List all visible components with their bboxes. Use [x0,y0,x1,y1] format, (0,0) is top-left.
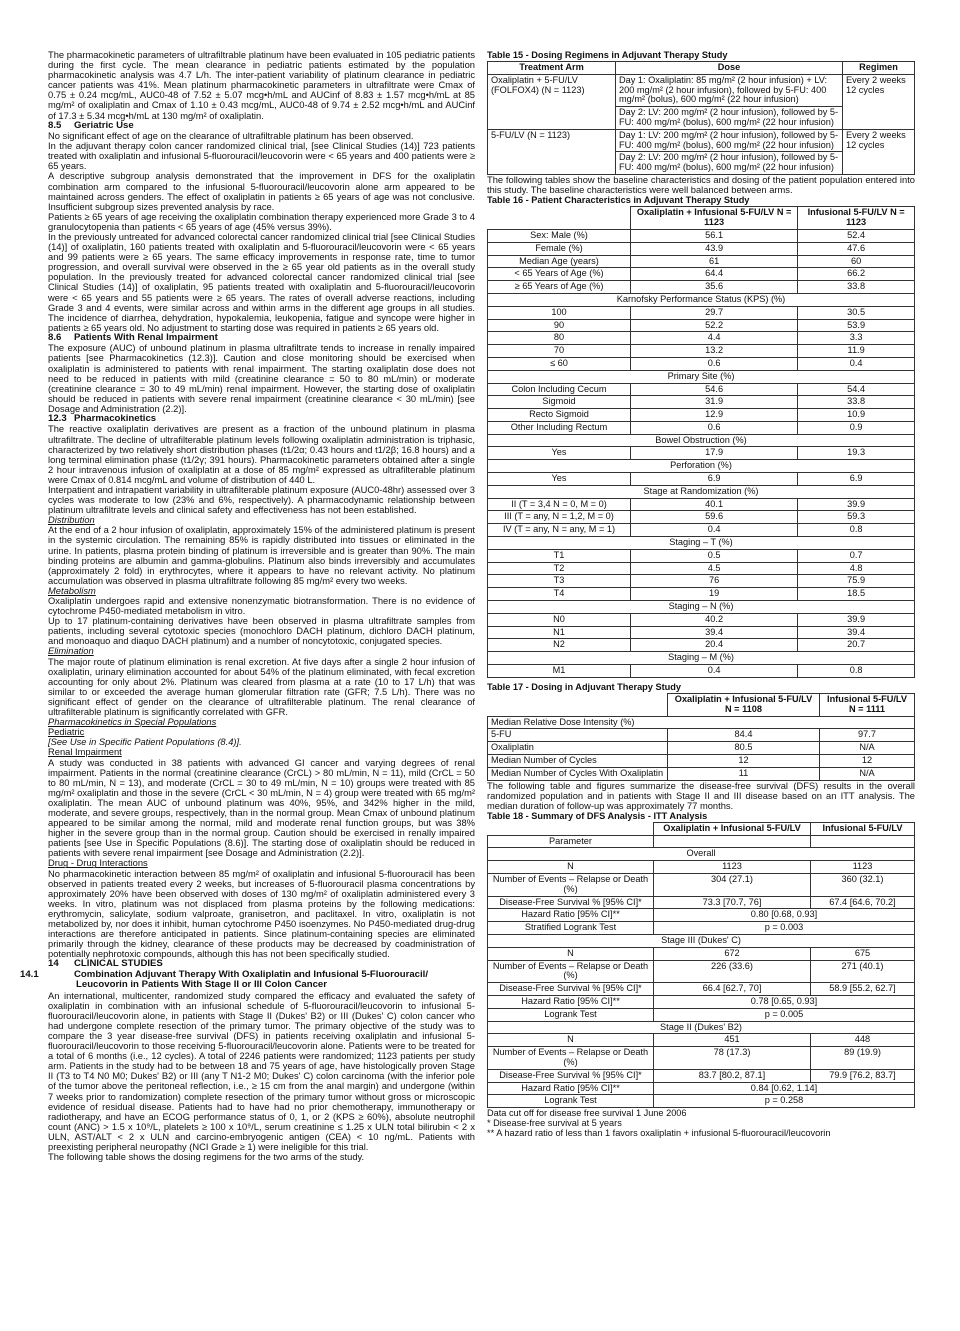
table-row [488,229,915,242]
table-cell: p = 0.003 [654,922,915,935]
table-cell: 39.9 [798,613,915,626]
table-row [488,434,915,447]
table-row [488,281,915,294]
table-row [488,511,915,524]
column-header: Oxaliplatin + Infusional 5-FU/LV N = 1123 [631,207,798,230]
table-cell: 61 [631,255,798,268]
table-cell: 80.5 [668,742,820,755]
table-18 [487,822,915,1108]
table-row [488,588,915,601]
table-cell: 43.9 [631,242,798,255]
section-14-1-heading: 14.1 Combination Adjuvant Therapy With Oxaliplatin and Infusional 5-Fluorouracil/ Leucovorin in Patients With Stage II or III Colon Cancer [20,968,429,991]
table-row [488,1095,915,1108]
row-label: Yes [488,473,631,486]
table-cell: 0.84 [0.62, 1.14] [654,1082,915,1095]
table-cell: 52.2 [631,319,798,332]
paragraph: No pharmacokinetic interaction between 85 mg/m² of oxaliplatin and infusional 5-fluorouracil has been observed in patients treated every 2 weeks, but increases of 5-fluorouracil plasma concentrations by approximately 20% have been observed with doses of 130 mg/m² of oxaliplatin administered every 3 weeks. In vitro, platinum was not displaced from plasma proteins by the following medications: erythromycin, salicylate, sodium valproate, granisetron, and paclitaxel. In vitro, oxaliplatin is not metabolized by, nor does it inhibit, human cytochrome P450 isoenzymes. No P450-mediated drug-drug interactions are therefore anticipated in patients. Since platinum-containing species are eliminated primarily through the kidney, clearance of these products may be decreased by coadministration of potentially nephrotoxic compounds, although this has not been specifically studied. [48,868,475,960]
paragraph: The following table shows the dosing regimens for the two arms of the study. [48,1152,365,1163]
special-populations-subheading: Pharmacokinetics in Special Populations [48,717,217,728]
table-row [488,1021,915,1034]
paragraph: The following table and figures summarize the disease-free survival (DFS) results in the overall randomized population and in patients with Stage II and III disease based on an ITT analysis. The median duration of follow-up was approximately 77 months. [487,780,915,811]
table-row [488,421,915,434]
table-row [488,268,915,281]
table-cell: p = 0.258 [654,1095,915,1108]
table-17 [487,693,915,781]
table-row [488,255,915,268]
row-label: III (T = any, N = 1,2, M = 0) [488,511,631,524]
table-row [488,345,915,358]
table-cell: Day 2: LV: 200 mg/m² (2 hour infusion), followed by 5-FU: 400 mg/m² (bolus), 600 mg/m² (22 hour infusion) [616,107,843,130]
row-label: N [488,947,654,960]
column-header: Treatment Arm [488,62,616,75]
table-row [488,575,915,588]
table-cell: 31.9 [631,396,798,409]
table-cell: 0.8 [798,524,915,537]
table-row [488,370,915,383]
table-cell: 0.80 [0.68, 0.93] [654,909,915,922]
table-17-caption: Table 17 - Dosing in Adjuvant Therapy Study [487,681,681,692]
row-label: Disease-Free Survival % [95% CI]* [488,896,654,909]
group-header: Median Relative Dose Intensity (%) [488,716,915,729]
row-label: N0 [488,613,631,626]
column-header: Infusional 5-FU/LV N = 1123 [798,207,915,230]
table-18-body [488,848,915,1108]
table-cell: 0.5 [631,549,798,562]
row-label: T1 [488,549,631,562]
row-label: 90 [488,319,631,332]
right-column [487,50,915,1138]
table-cell: 1123 [811,861,915,874]
column-header: Infusional 5-FU/LV [811,822,915,835]
table-cell: 84.4 [668,729,820,742]
table-cell: 19 [631,588,798,601]
table-cell: N/A [820,742,915,755]
table-cell: 64.4 [631,268,798,281]
empty-header [488,207,631,230]
table-cell: 60 [798,255,915,268]
paragraph: At the end of a 2 hour infusion of oxaliplatin, approximately 15% of the administered platinum is present in the systemic circulation. The remaining 85% is rapidly distributed into tissues or eliminated in the urine. In patients, plasma protein binding of platinum is irreversible and is greater than 90%. The main binding proteins are albumin and gamma-globulins. Platinum also binds irreversibly and accumulates (approximately 2 fold) in erythrocytes, where it appears to have no relevant activity. No platinum accumulation was observed in plasma ultrafiltrate following 85 mg/m² every two weeks. [48,525,475,586]
table-row [488,996,915,1009]
paragraph: No significant effect of age on the clearance of ultrafiltrable platinum has been observed. [48,131,414,142]
table-row [488,357,915,370]
table-row [488,562,915,575]
table-row [488,983,915,996]
group-header: Stage at Randomization (%) [488,485,915,498]
table-row [488,935,915,948]
row-label: Disease-Free Survival % [95% CI]* [488,1069,654,1082]
paragraph: The exposure (AUC) of unbound platinum in plasma ultrafiltrate tends to increase in renally impaired patients [see Pharmacokinetics (12.3)]. Caution and close monitoring should be exercised when oxaliplatin is administered to patients with renal impairment. The starting oxaliplatin dose does not need to be reduced in patients with mild (creatinine clearance = 50 to 80 mL/min) or moderate (creatinine clearance = 30 to 49 mL/min) renal impairment. However, the starting dose of oxaliplatin should be reduced in patients with severe renal impairment (creatinine clearance < 30 mL/min) [see Dosage and Administration (2.2)]. [48,343,475,414]
table-row [488,639,915,652]
table-row [488,1008,915,1021]
table-cell: Every 2 weeks 12 cycles [843,129,915,174]
table-cell: N/A [820,767,915,780]
row-label: T2 [488,562,631,575]
pediatric-subheading: Pediatric [48,727,85,738]
table-cell: 0.8 [798,665,915,678]
table-cell: 58.9 [55.2, 62.7] [811,983,915,996]
section-8-6-heading: 8.6 Patients With Renal Impairment [48,331,218,343]
table-cell: 59.3 [798,511,915,524]
table-row [488,716,915,729]
table-row [488,848,915,861]
table-cell: 271 (40.1) [811,960,915,983]
table-cell: 6.9 [798,473,915,486]
table-cell: 79.9 [76.2, 83.7] [811,1069,915,1082]
table-row [488,485,915,498]
table-cell: 10.9 [798,409,915,422]
table-16-body [488,229,915,677]
table-cell: Every 2 weeks 12 cycles [843,74,915,129]
table-row [488,922,915,935]
table-cell: Day 2: LV: 200 mg/m² (2 hour infusion), followed by 5-FU: 400 mg/m² (bolus), 600 mg/m² (22 hour infusion) [616,152,843,175]
row-label: N [488,861,654,874]
row-label: 70 [488,345,631,358]
table-cell: 54.6 [631,383,798,396]
row-label: N2 [488,639,631,652]
table-cell: 11 [668,767,820,780]
row-label: ≤ 60 [488,357,631,370]
table-row [488,613,915,626]
table-cell: 0.6 [631,357,798,370]
table-cell: 448 [811,1034,915,1047]
table-cell: 675 [811,947,915,960]
table-row [488,729,915,742]
row-label: Sigmoid [488,396,631,409]
column-header: Infusional 5-FU/LV N = 1111 [820,693,915,716]
table-row [488,409,915,422]
table-row [488,396,915,409]
column-header: Oxaliplatin + Infusional 5-FU/LV [654,822,811,835]
table-cell: 59.6 [631,511,798,524]
table-cell: 54.4 [798,383,915,396]
row-label: Other Including Rectum [488,421,631,434]
empty-header [488,822,654,835]
table-row [488,447,915,460]
metabolism-subheading: Metabolism [48,585,96,596]
renal-impairment-subheading: Renal Impairment [48,747,122,758]
row-label: Oxaliplatin [488,742,668,755]
elimination-subheading: Elimination [48,646,94,657]
table-cell: 12 [668,754,820,767]
paragraph: Interpatient and intrapatient variability in ultrafilterable platinum exposure (AUC0-48hr) assessed over 3 cycles was moderate to low (23% and 6%, respectively). A pharmacodynamic relationship between platinum ultrafiltrate levels and clinical safety and effectiveness has not been established. [48,484,475,516]
column-header: Dose [616,62,843,75]
row-label: 80 [488,332,631,345]
paragraph: In the previously untreated for advanced colorectal cancer randomized clinical trial [see Clinical Studies (14)] of oxaliplatin, 160 patients treated with oxaliplatin and 5-fluorouracil/leucovorin were < 65 years and 99 patients were ≥ 65 years. The same efficacy improvements in response rate, time to tumor progression, and overall survival were observed in the ≥ 65 year old patients as in the overall study population. In the previously treated for advanced colorectal cancer randomized clinical trial [see Clinical Studies (14)] of oxaliplatin, 95 patients treated with oxaliplatin and 5-fluorouracil/leucovorin were < 65 years and 55 patients were ≥ 65 years. The rates of overall adverse reactions, including Grade 3 and 4 events, were similar across and within arms in the different age groups in all studies. The incidence of diarrhea, dehydration, hypokalemia, leukopenia, fatigue and syncope were higher in patients ≥ 65 years old. No adjustment to starting dose was required in patients ≥ 65 years old. [48,232,475,333]
group-header: Perforation (%) [488,460,915,473]
table-cell: 35.6 [631,281,798,294]
table-16-caption: Table 16 - Patient Characteristics in Adjuvant Therapy Study [487,195,750,206]
table-cell: 226 (33.6) [654,960,811,983]
table-cell: 360 (32.1) [811,874,915,897]
table-cell: p = 0.005 [654,1008,915,1021]
paragraph: [See Use in Specific Patient Populations (8.4)]. [48,737,242,748]
row-label: T3 [488,575,631,588]
table-row [488,896,915,909]
table-cell: 75.9 [798,575,915,588]
table-cell: 3.3 [798,332,915,345]
group-header: Stage II (Dukes' B2) [488,1021,915,1034]
table-row [488,524,915,537]
row-label: Number of Events – Relapse or Death (%) [488,874,654,897]
group-header: Staging – N (%) [488,601,915,614]
table-row [488,242,915,255]
table-row [488,861,915,874]
table-cell: 18.5 [798,588,915,601]
table-cell: 0.4 [798,357,915,370]
table-row [488,537,915,550]
table-row [488,293,915,306]
table-16 [487,206,915,677]
section-8-5-heading: 8.5 Geriatric Use [48,119,134,131]
table-cell: 1123 [654,861,811,874]
table-cell: 29.7 [631,306,798,319]
table-cell: 47.6 [798,242,915,255]
table-cell: 73.3 [70.7, 76] [654,896,811,909]
group-header: Bowel Obstruction (%) [488,434,915,447]
paragraph: The following tables show the baseline characteristics and dosing of the patient population entered into this study. The baseline characteristics were well balanced between arms. [487,175,915,196]
table-cell: 451 [654,1034,811,1047]
group-header: Primary Site (%) [488,370,915,383]
paragraph: An international, multicenter, randomized study compared the efficacy and evaluated the safety of oxaliplatin in combination with an infusional schedule of 5-fluorouracil/leucovorin to infusional 5-fluorouracil/leucovorin alone, in patients with Stage II (Dukes' B2) or III (Dukes' C) colon cancer who had undergone complete resection of the primary tumor. The primary objective of the study was to compare the 3 year disease-free survival (DFS) in patients receiving oxaliplatin and infusional 5-fluorouracil/leucovorin to those receiving 5-fluorouracil/leucovorin alone. Patients were to be treated for a total of 6 months (i.e., 12 cycles). A total of 2246 patients were randomized; 1123 patients per study arm. Patients in the study had to be between 18 and 75 years of age, have histologically proven Stage II (T3 to T4 N0 M0; Dukes' B2) or III (any T N1-2 M0; Dukes' C) colon carcinoma (with the inferior pole of the tumor above the peritoneal reflection, i.e., ≥ 15 cm from the anal margin) and undergone (within 7 weeks prior to randomization) complete resection of the primary tumor without gross or microscopic evidence of residual disease. Patients had to have had no prior chemotherapy, immunotherapy or radiotherapy, and have an ECOG performance status of 0, 1, or 2 (KPS ≥ 60%), absolute neutrophil count (ANC) > 1.5 x 10⁹/L, platelets ≥ 100 x 10⁹/L, serum creatinine ≤ 1.25 x ULN total bilirubin < 2 x ULN, AST/ALT < 2 x ULN and carcino-embryogenic antigen (CEA) < 10 ng/mL. Patients with preexisting peripheral neuropathy (NCI Grade ≥ 1) were ineligible for this trial. [48,990,475,1152]
table-cell: 0.4 [631,665,798,678]
table-cell: 39.4 [798,626,915,639]
table-row [488,1082,915,1095]
row-label: II (T = 3,4 N = 0, M = 0) [488,498,631,511]
row-label: Logrank Test [488,1008,654,1021]
column-header: Regimen [843,62,915,75]
table-cell: 78 (17.3) [654,1047,811,1070]
table-row [488,460,915,473]
row-label: Disease-Free Survival % [95% CI]* [488,983,654,996]
table-row [488,652,915,665]
table-cell: 19.3 [798,447,915,460]
table-cell: 0.9 [798,421,915,434]
footnote: ** A hazard ratio of less than 1 favors oxaliplatin + infusional 5-fluorouracil/leucovorin [487,1128,831,1139]
table-cell: 76 [631,575,798,588]
table-cell: Day 1: Oxaliplatin: 85 mg/m² (2 hour infusion) + LV: 200 mg/m² (2 hour infusion), followed by 5-FU: 400 mg/m² (bolus), 600 mg/m² (22 hour infusion) [616,74,843,106]
distribution-subheading: Distribution [48,515,95,526]
row-label: 5-FU [488,729,668,742]
row-label: Number of Events – Relapse or Death (%) [488,1047,654,1070]
table-row [488,1047,915,1070]
table-cell: 53.9 [798,319,915,332]
row-label: Number of Events – Relapse or Death (%) [488,960,654,983]
table-row [488,909,915,922]
table-cell: 66.4 [62.7, 70] [654,983,811,996]
row-label: N [488,1034,654,1047]
table-cell: 4.4 [631,332,798,345]
row-label: Median Number of Cycles With Oxaliplatin [488,767,668,780]
table-row [488,960,915,983]
table-cell: 40.2 [631,613,798,626]
table-cell: 83.7 [80.2, 87.1] [654,1069,811,1082]
drug-interactions-subheading: Drug - Drug Interactions [48,858,148,869]
table-cell: 4.8 [798,562,915,575]
paragraph: The major route of platinum elimination is renal excretion. At five days after a single 2 hour infusion of oxaliplatin, urinary elimination accounted for about 54% of the platinum eliminated, with fecal excretion accounting for only about 2%. Platinum was cleared from plasma at a rate (10 to 17 L/h) that was similar to or exceeded the average human glomerular filtration rate (GFR; 7.5 L/h). There was no significant effect of gender on the clearance of ultrafilterable platinum. The renal clearance of ultrafilterable platinum is significantly correlated with GFR. [48,656,475,718]
left-column [20,50,475,1163]
row-label: Recto Sigmoid [488,409,631,422]
table-row [488,306,915,319]
parameter-label: Parameter [488,835,654,848]
paragraph: Patients ≥ 65 years of age receiving the oxaliplatin combination therapy experienced more Grade 3 to 4 granulocytopenia than patients < 65 years of age (45% versus 39%). [48,211,475,232]
table-row [488,874,915,897]
row-label: Sex: Male (%) [488,229,631,242]
table-row [488,601,915,614]
table-row [488,947,915,960]
row-label: Hazard Ratio [95% CI]** [488,909,654,922]
footnote: Data cut off for disease free survival 1 June 2006 [487,1108,687,1119]
row-label: M1 [488,665,631,678]
row-label: Logrank Test [488,1095,654,1108]
row-label: Hazard Ratio [95% CI]** [488,1082,654,1095]
table-cell: 17.9 [631,447,798,460]
row-label: Median Age (years) [488,255,631,268]
row-label: 100 [488,306,631,319]
table-cell: 67.4 [64.6, 70.2] [811,896,915,909]
paragraph: Oxaliplatin undergoes rapid and extensive nonenzymatic biotransformation. There is no evidence of cytochrome P450-mediated metabolism in vitro. [48,596,475,617]
row-label: T4 [488,588,631,601]
paragraph: In the adjuvant therapy colon cancer randomized clinical trial, [see Clinical Studies (14)] 723 patients treated with oxaliplatin and infusional 5-fluorouracil/leucovorin were < 65 years and 400 patients were ≥ 65 years. [48,141,475,172]
table-cell: 20.7 [798,639,915,652]
table-cell: 89 (19.9) [811,1047,915,1070]
table-17-body [488,716,915,780]
paragraph: The reactive oxaliplatin derivatives are present as a fraction of the unbound platinum in plasma ultrafiltrate. The decline of ultrafilterable platinum levels following oxaliplatin administration is triphasic, characterized by two relatively short distribution phases (t1/2α; 0.43 hours and t1/2β; 16.8 hours) and a long terminal elimination phase (t1/2γ; 391 hours). Pharmacokinetic parameters obtained after a single 2 hour intravenous infusion of oxaliplatin at a dose of 85 mg/m² expressed as ultrafilterable platinum were Cmax of 0.814 mcg/mL and volume of distribution of 440 L. [48,424,475,485]
table-15 [487,61,915,175]
table-cell: 0.7 [798,549,915,562]
section-14-heading: 14 CLINICAL STUDIES [48,958,163,970]
paragraph: Up to 17 platinum-containing derivatives have been observed in plasma ultrafiltrate samples from patients, including several cytotoxic species (monochloro DACH platinum, dichloro DACH platinum, and monoaquo and diaquo DACH platinum) and a number of noncytotoxic, conjugated species. [48,616,475,647]
table-row [488,383,915,396]
table-cell: 97.7 [820,729,915,742]
row-label: Stratified Logrank Test [488,922,654,935]
table-row [488,767,915,780]
table-18-caption: Table 18 - Summary of DFS Analysis - ITT Analysis [487,810,708,821]
table-cell: 20.4 [631,639,798,652]
table-row [488,498,915,511]
table-cell: 304 (27.1) [654,874,811,897]
paragraph: A descriptive subgroup analysis demonstrated that the improvement in DFS for the oxaliplatin combination arm compared to the infusional 5-fluorouracil/leucovorin alone arm appeared to be maintained across genders. The effect of oxaliplatin in patients ≥ 65 years of age was not conclusive. Insufficient subgroup sizes prevented analysis by race. [48,171,475,212]
table-cell: 12.9 [631,409,798,422]
row-label: ≥ 65 Years of Age (%) [488,281,631,294]
table-cell: 52.4 [798,229,915,242]
table-cell: 40.1 [631,498,798,511]
table-cell: Day 1: LV: 200 mg/m² (2 hour infusion), followed by 5-FU: 400 mg/m² (bolus), 600 mg/m² (22 hour infusion) [616,129,843,152]
table-15-caption: Table 15 - Dosing Regimens in Adjuvant Therapy Study [487,50,728,60]
row-label: Yes [488,447,631,460]
empty-header [488,693,668,716]
table-cell: 5-FU/LV (N = 1123) [488,129,616,174]
footnote: * Disease-free survival at 5 years [487,1118,622,1129]
table-cell: 39.4 [631,626,798,639]
table-cell: 0.6 [631,421,798,434]
row-label: Female (%) [488,242,631,255]
row-label: < 65 Years of Age (%) [488,268,631,281]
pediatric-pk-paragraph: The pharmacokinetic parameters of ultrafiltrable platinum have been evaluated in 105 pediatric patients during the first cycle. The mean clearance in pediatric patients estimated by the population pharmacokinetic analysis was 4.7 L/h. The inter-patient variability of platinum clearance in pediatric cancer patients was 41%. Mean platinum pharmacokinetic parameters in ultrafiltrate were Cmax of 0.75 ± 0.24 mcg/mL, AUC0-48 of 7.52 ± 5.07 mcg•h/mL and AUCinf of 8.83 ± 1.57 mcg•h/mL at 85 mg/m² of oxaliplatin and Cmax of 1.10 ± 0.43 mcg/mL, AUC0-48 of 9.74 ± 2.52 mcg•h/mL and AUCinf of 17.3 ± 5.34 mcg•h/mL at 130 mg/m² of oxaliplatin. [48,50,475,121]
table-row [488,754,915,767]
table-cell: 11.9 [798,345,915,358]
table-cell: 66.2 [798,268,915,281]
row-label: Median Number of Cycles [488,754,668,767]
column-header: Oxaliplatin + Infusional 5-FU/LV N = 1108 [668,693,820,716]
table-row [488,742,915,755]
table-cell: Oxaliplatin + 5-FU/LV (FOLFOX4) (N = 1123) [488,74,616,129]
paragraph: A study was conducted in 38 patients with advanced GI cancer and varying degrees of renal impairment. Patients in the normal (creatinine clearance (CrCL) > 80 mL/min, N = 11), mild (CrCL = 50 to 80 mL/min, N = 13), and moderate (CrCL = 30 to 49 mL/min, N = 10) groups were treated with 85 mg/m² oxaliplatin and those in the severe (CrCL < 30 mL/min, N = 4) group were treated with 65 mg/m² oxaliplatin. The mean AUC of unbound platinum was 40%, 95%, and 342% higher in the mild, moderate, and severe groups, respectively, than in the normal group. Mean Cmax of unbound platinum appeared to be similar among the normal, mild and moderate renal function groups, but was 38% higher in the severe group than in the normal group. Caution should be exercised in renally impaired patients [see Use in Specific Populations (8.6)]. The starting dose of oxaliplatin should be reduced in patients with severe renal impairment [see Dosage and Administration (2.2)]. [48,757,475,859]
table-cell: 56.1 [631,229,798,242]
table-row [488,332,915,345]
group-header: Staging – T (%) [488,537,915,550]
group-header: Staging – M (%) [488,652,915,665]
table-row [488,473,915,486]
row-label: IV (T = any, N = any, M = 1) [488,524,631,537]
table-cell: 6.9 [631,473,798,486]
table-row [488,626,915,639]
table-cell: 39.9 [798,498,915,511]
table-row [488,549,915,562]
table-cell: 33.8 [798,396,915,409]
row-label: Colon Including Cecum [488,383,631,396]
table-cell: 12 [820,754,915,767]
table-row [488,319,915,332]
table-cell: 13.2 [631,345,798,358]
table-cell: 33.8 [798,281,915,294]
row-label: N1 [488,626,631,639]
table-row [488,665,915,678]
table-cell: 30.5 [798,306,915,319]
table-cell: 0.78 [0.65, 0.93] [654,996,915,1009]
group-header: Stage III (Dukes' C) [488,935,915,948]
table-cell: 4.5 [631,562,798,575]
table-row [488,1034,915,1047]
group-header: Karnofsky Performance Status (KPS) (%) [488,293,915,306]
table-row [488,1069,915,1082]
table-cell: 672 [654,947,811,960]
group-header: Overall [488,848,915,861]
row-label: Hazard Ratio [95% CI]** [488,996,654,1009]
section-12-3-heading: 12.3 Pharmacokinetics [48,413,157,424]
table-cell: 0.4 [631,524,798,537]
